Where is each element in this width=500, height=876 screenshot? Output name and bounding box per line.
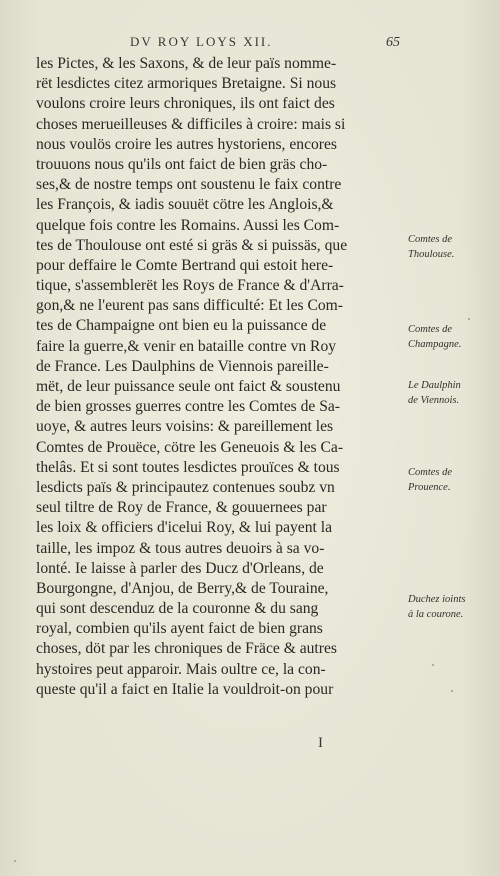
margin-notes <box>408 0 498 876</box>
paper-speck <box>468 318 470 320</box>
margin-note-comtes-prouence <box>408 465 498 495</box>
note-line: Thoulouse. <box>408 249 455 260</box>
text-line: pour deffaire le Comte Bertrand qui estoit here- <box>36 256 334 274</box>
note-line: à la courone. <box>408 609 464 620</box>
page-number: 65 <box>386 35 400 50</box>
text-line: faire la guerre,& venir en bataille contre vn Roy <box>36 337 337 355</box>
text-line: royal, combien qu'ils ayent faict de bien grans <box>36 620 323 638</box>
note-line: Comtes de <box>408 234 453 245</box>
text-line: tes de Thoulouse ont esté si gräs & si puissäs, que <box>36 236 348 254</box>
body-text <box>36 54 408 700</box>
text-line: nous voulös croire les autres hystoriens, encores <box>36 135 337 153</box>
note-line: Champagne. <box>408 339 462 350</box>
text-line: quelque fois contre les Romains. Aussi les Com- <box>36 216 340 234</box>
text-line: Comtes de Prouëce, cötre les Geneuois & les Ca- <box>36 438 344 456</box>
running-head: DV ROY LOYS XII. <box>130 34 273 49</box>
margin-note-comtes-champagne <box>408 322 498 352</box>
text-line: seul tiltre de Roy de France, & gouuernees par <box>36 499 327 517</box>
text-line: lesdicts païs & principautez contenues soubz vn <box>36 478 335 496</box>
note-line: Comtes de <box>408 467 453 478</box>
text-line: tique, s'assemblerët les Roys de France & d'Arra- <box>36 277 344 295</box>
text-line: ses,& de nostre temps ont soustenu le faix contre <box>36 176 342 194</box>
text-line: choses merueilleuses & difficiles à croire: mais si <box>36 115 346 133</box>
signature-mark: I <box>318 735 323 751</box>
note-line: Le Daulphin <box>408 380 461 391</box>
text-line: qui sont descenduz de la couronne & du sang <box>36 600 319 618</box>
text-line: de bien grosses guerres contre les Comtes de Sa- <box>36 398 340 416</box>
note-line: Prouence. <box>408 482 451 493</box>
text-line: voulons croire leurs chroniques, ils ont faict des <box>36 95 335 113</box>
text-line: queste qu'il a faict en Italie la vouldroit-on pour <box>36 680 334 698</box>
text-line: mët, de leur puissance seule ont faict & soustenu <box>36 378 341 395</box>
note-line: Duchez ioints <box>408 594 466 605</box>
note-line: de Viennois. <box>408 395 460 406</box>
text-line: gon,& ne l'eurent pas sans difficulté: Et les Com- <box>36 297 343 315</box>
text-line: les François, & iadis souuët cötre les Anglois,& <box>36 196 334 214</box>
text-line: trouuons nous qu'ils ont faict de bien gräs cho- <box>36 155 328 173</box>
text-line: rët lesdictes citez armoriques Bretaigne. Si nous <box>36 75 337 93</box>
text-line: uoye, & autres leurs voisins: & pareillement les <box>36 418 334 436</box>
text-line: thelâs. Et si sont toutes lesdictes prouïces & tous <box>36 458 340 476</box>
text-line: taille, les impoz & tous autres deuoirs à sa vo- <box>36 539 325 557</box>
paper-speck <box>14 860 16 862</box>
text-line: hystoires peut apparoir. Mais oultre ce, la con- <box>36 660 326 678</box>
paper-speck <box>432 664 434 666</box>
text-line: tes de Champaigne ont bien eu la puissance de <box>36 317 327 335</box>
margin-note-duchez-ioints <box>408 592 498 622</box>
text-line: les Pictes, & les Saxons, & de leur païs nomme- <box>36 55 337 72</box>
margin-note-daulphin-viennois <box>408 378 498 408</box>
text-line: les loix & officiers d'icelui Roy, & lui payent la <box>36 519 332 537</box>
text-line: lonté. Ie laisse à parler des Ducz d'Orleans, de <box>36 559 324 577</box>
text-line: de France. Les Daulphins de Viennois pareille- <box>36 357 329 375</box>
margin-note-comtes-thoulouse <box>408 232 498 262</box>
note-line: Comtes de <box>408 324 453 335</box>
text-line: Bourgongne, d'Anjou, de Berry,& de Touraine, <box>36 579 329 597</box>
text-line: choses, döt par les chroniques de Fräce & autres <box>36 640 337 658</box>
paper-speck <box>451 690 453 692</box>
